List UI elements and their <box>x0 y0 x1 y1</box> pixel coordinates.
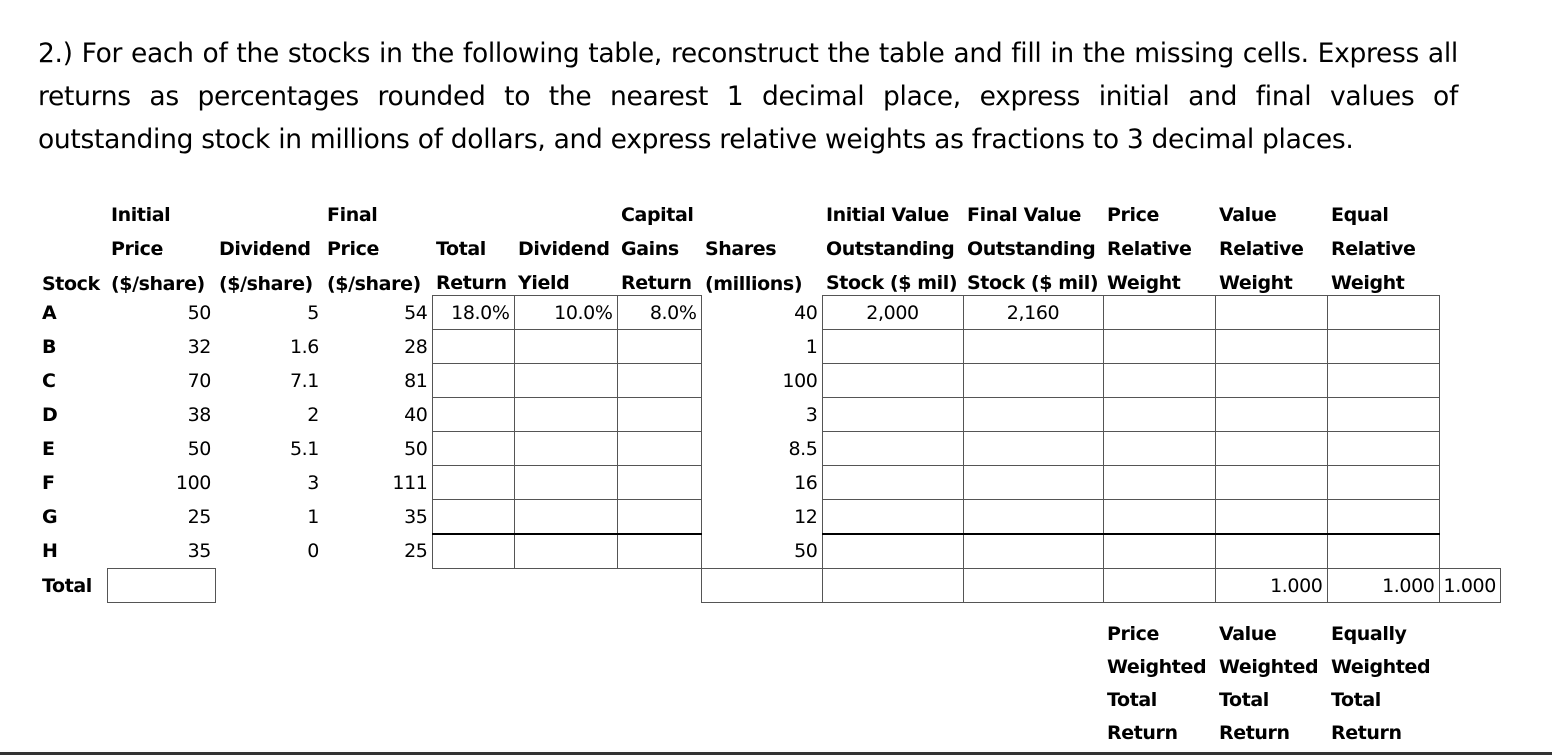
empty-cell <box>822 716 963 749</box>
equal-weight-cell[interactable] <box>1327 398 1439 432</box>
initial-price-cell: 25 <box>187 505 211 528</box>
empty-cell <box>822 617 963 650</box>
empty-cell <box>701 617 822 650</box>
empty-cell <box>38 617 107 650</box>
total-price-weight-cell: 1.000 <box>1215 569 1327 603</box>
dividend-cell: 2 <box>307 403 319 426</box>
empty-cell <box>514 617 617 650</box>
stock-label: G <box>42 505 58 528</box>
initial-value-cell[interactable] <box>822 534 963 569</box>
empty-cell <box>38 716 107 749</box>
empty-cell <box>107 683 215 716</box>
dividend-yield-cell[interactable]: 10.0% <box>514 296 617 330</box>
final-value-cell[interactable] <box>963 466 1103 500</box>
price-weight-cell[interactable] <box>1103 330 1215 364</box>
header-row1 <box>38 193 1500 227</box>
footer-row3 <box>38 683 1500 716</box>
dividend-yield-cell[interactable] <box>514 330 617 364</box>
price-weight-cell[interactable] <box>1103 364 1215 398</box>
empty-cell <box>514 569 617 603</box>
empty-cell <box>323 683 432 716</box>
footer-label: Total <box>1107 688 1157 711</box>
equal-weight-cell[interactable] <box>1327 330 1439 364</box>
total-equal-weight-cell: 1.000 <box>1439 569 1500 603</box>
equal-weight-cell[interactable] <box>1327 296 1439 330</box>
capital-gains-cell[interactable] <box>617 534 701 569</box>
final-price-cell: 40 <box>404 403 428 426</box>
final-value-cell[interactable] <box>963 534 1103 569</box>
dividend-cell: 5 <box>307 301 319 324</box>
equal-weight-cell[interactable] <box>1327 466 1439 500</box>
initial-value-cell[interactable] <box>822 398 963 432</box>
total-return-cell[interactable] <box>432 330 514 364</box>
dividend-cell: 0 <box>307 540 319 563</box>
initial-value-cell[interactable] <box>822 466 963 500</box>
initial-price-cell: 32 <box>187 335 211 358</box>
initial-price-cell: 50 <box>187 301 211 324</box>
header-cell: Shares <box>705 238 777 260</box>
empty-cell <box>432 683 514 716</box>
header-cell: Price <box>327 238 379 260</box>
value-weight-cell[interactable] <box>1215 296 1327 330</box>
empty-cell <box>963 617 1103 650</box>
header-cell: Dividend <box>219 238 311 260</box>
header-cell: Outstanding <box>826 238 955 260</box>
stock-label: D <box>42 403 58 426</box>
final-value-cell[interactable] <box>963 500 1103 535</box>
spacer-cell <box>38 603 1439 618</box>
empty-cell <box>107 617 215 650</box>
header-cell: Price <box>111 238 163 260</box>
dividend-yield-cell[interactable] <box>514 534 617 569</box>
total-final-value-cell[interactable] <box>1103 569 1215 603</box>
shares-cell: 12 <box>794 505 818 528</box>
footer-label: Weighted <box>1219 655 1319 678</box>
capital-gains-cell[interactable] <box>617 330 701 364</box>
footer-row2 <box>38 650 1500 683</box>
empty-cell <box>38 683 107 716</box>
price-weight-cell[interactable] <box>1103 500 1215 535</box>
final-value-cell[interactable] <box>963 364 1103 398</box>
footer-row1 <box>38 617 1500 650</box>
header-cell: Weight <box>1219 272 1293 294</box>
total-return-cell[interactable] <box>432 500 514 535</box>
header-cell: Final <box>327 204 378 226</box>
header-cell: Stock ($ mil) <box>967 272 1099 294</box>
stock-label: C <box>42 369 56 392</box>
dividend-yield-cell[interactable] <box>514 364 617 398</box>
empty-cell <box>617 650 701 683</box>
header-cell: Return <box>621 272 692 294</box>
header-cell: (millions) <box>705 272 803 295</box>
stock-table <box>38 193 1501 749</box>
empty-cell <box>215 617 323 650</box>
total-return-cell[interactable] <box>432 398 514 432</box>
dividend-yield-cell[interactable] <box>514 500 617 535</box>
empty-cell <box>432 650 514 683</box>
shares-cell: 16 <box>794 471 818 494</box>
table-row <box>38 296 1500 330</box>
initial-price-cell: 50 <box>187 437 211 460</box>
footer-label: Weighted <box>1331 655 1431 678</box>
empty-cell <box>323 716 432 749</box>
header-cell: Outstanding <box>967 238 1096 260</box>
value-weight-cell[interactable] <box>1215 330 1327 364</box>
final-price-cell: 35 <box>404 505 428 528</box>
price-weight-cell[interactable] <box>1103 534 1215 569</box>
header-cell: Stock ($ mil) <box>826 272 958 294</box>
capital-gains-cell[interactable] <box>617 500 701 535</box>
header-row3 <box>38 261 1500 296</box>
shares-cell: 3 <box>805 403 818 426</box>
value-weight-cell[interactable] <box>1215 398 1327 432</box>
header-cell: ($/share) <box>327 272 421 295</box>
header-cell <box>38 227 107 261</box>
table-row <box>38 364 1500 398</box>
table-row <box>38 432 1500 466</box>
empty-cell <box>514 650 617 683</box>
header-cell <box>432 193 514 227</box>
initial-value-cell[interactable] <box>822 500 963 535</box>
bottom-rule <box>0 752 1552 755</box>
empty-cell <box>107 716 215 749</box>
total-initial-price-cell[interactable] <box>107 569 215 603</box>
initial-price-cell: 100 <box>175 471 211 494</box>
header-cell: Return <box>436 272 507 294</box>
empty-cell <box>701 683 822 716</box>
empty-cell <box>822 650 963 683</box>
dividend-yield-cell[interactable] <box>514 466 617 500</box>
value-weight-cell[interactable] <box>1215 500 1327 535</box>
empty-cell <box>323 569 432 603</box>
final-price-cell: 81 <box>404 369 428 392</box>
shares-cell: 40 <box>794 301 818 324</box>
header-cell <box>38 193 107 227</box>
total-return-cell[interactable] <box>432 534 514 569</box>
header-cell: Equal <box>1331 204 1389 226</box>
initial-price-cell: 35 <box>187 540 211 562</box>
dividend-cell: 5.1 <box>289 437 319 460</box>
empty-cell <box>963 716 1103 749</box>
initial-value-cell[interactable] <box>822 330 963 364</box>
table-row <box>38 466 1500 500</box>
footer-label: Return <box>1107 721 1178 744</box>
header-cell: Gains <box>621 238 679 260</box>
equal-weight-cell[interactable] <box>1327 432 1439 466</box>
stock-label: A <box>42 301 57 324</box>
final-value-cell[interactable]: 2,160 <box>963 296 1103 330</box>
empty-cell <box>514 683 617 716</box>
footer-label: Equally <box>1331 622 1407 645</box>
stock-label: F <box>42 471 55 494</box>
empty-cell <box>432 569 514 603</box>
empty-cell <box>323 617 432 650</box>
total-return-cell[interactable]: 18.0% <box>432 296 514 330</box>
price-weight-cell[interactable] <box>1103 398 1215 432</box>
value-weight-cell[interactable] <box>1215 466 1327 500</box>
header-cell <box>514 193 617 227</box>
header-cell: Initial Value <box>826 204 949 226</box>
header-cell: ($/share) <box>219 272 313 295</box>
header-cell: Initial <box>111 204 171 226</box>
footer-row4 <box>38 716 1500 749</box>
header-cell: Price <box>1107 204 1159 226</box>
header-cell: Total <box>436 238 486 260</box>
footer-label: Weighted <box>1107 655 1207 678</box>
header-cell: Final Value <box>967 204 1081 226</box>
footer-label: Return <box>1331 721 1402 744</box>
empty-cell <box>617 716 701 749</box>
header-cell: Weight <box>1331 272 1405 294</box>
empty-cell <box>617 683 701 716</box>
initial-price-cell: 38 <box>187 403 211 426</box>
empty-cell <box>617 569 701 603</box>
total-return-cell[interactable] <box>432 432 514 466</box>
table-row <box>38 500 1500 535</box>
total-shares-cell[interactable] <box>822 569 963 603</box>
equal-weight-cell[interactable] <box>1327 364 1439 398</box>
header-cell: Capital <box>621 204 694 226</box>
header-cell <box>701 193 822 227</box>
footer-label: Return <box>1219 721 1290 744</box>
table-row <box>38 398 1500 432</box>
price-weight-cell[interactable] <box>1103 296 1215 330</box>
capital-gains-cell[interactable] <box>617 432 701 466</box>
spacer-row <box>38 603 1500 618</box>
capital-gains-cell[interactable] <box>617 466 701 500</box>
final-price-cell: 111 <box>392 471 428 494</box>
table-row <box>38 534 1500 569</box>
empty-cell <box>107 650 215 683</box>
footer-label: Total <box>1219 688 1269 711</box>
header-cell: Value <box>1219 204 1277 226</box>
header-cell: Relative <box>1219 238 1304 260</box>
initial-value-cell[interactable]: 2,000 <box>822 296 963 330</box>
empty-cell <box>432 716 514 749</box>
footer-label: Total <box>1331 688 1381 711</box>
empty-cell <box>701 650 822 683</box>
empty-cell <box>514 716 617 749</box>
empty-cell <box>822 683 963 716</box>
empty-cell <box>323 650 432 683</box>
header-cell: Weight <box>1107 272 1181 294</box>
dividend-cell: 7.1 <box>289 369 319 392</box>
empty-cell <box>215 716 323 749</box>
stock-label: B <box>42 335 57 358</box>
capital-gains-cell[interactable]: 8.0% <box>617 296 701 330</box>
header-cell: Stock <box>42 272 100 295</box>
empty-cell <box>701 716 822 749</box>
header-row2 <box>38 227 1500 261</box>
final-price-cell: 28 <box>404 335 428 358</box>
header-cell: Relative <box>1107 238 1192 260</box>
header-cell: Dividend <box>518 238 610 260</box>
dividend-cell: 1.6 <box>289 335 319 358</box>
stock-label: H <box>42 540 58 563</box>
initial-price-cell: 70 <box>187 369 211 392</box>
footer-label: Price <box>1107 622 1159 645</box>
total-value-weight-cell: 1.000 <box>1327 569 1439 603</box>
footer-label: Value <box>1219 622 1277 645</box>
question-text: 2.) For each of the stocks in the following table, reconstruct the table and fill in the missing cells. Express all returns as percentages rounded to the nearest 1 decimal place, express initial and final values of outstanding stock in millions of dollars, and express relative weights as fractions to 3 decimal places. <box>38 38 1458 155</box>
value-weight-cell[interactable] <box>1215 534 1327 569</box>
total-return-cell[interactable] <box>432 364 514 398</box>
empty-cell <box>617 617 701 650</box>
shares-cell: 50 <box>794 540 818 562</box>
empty-cell <box>215 650 323 683</box>
header-cell: Yield <box>518 272 570 294</box>
empty-cell <box>215 683 323 716</box>
empty-cell <box>963 650 1103 683</box>
price-weight-cell[interactable] <box>1103 466 1215 500</box>
price-weight-cell[interactable] <box>1103 432 1215 466</box>
final-value-cell[interactable] <box>963 330 1103 364</box>
final-price-cell: 54 <box>404 301 428 324</box>
shares-cell: 100 <box>782 369 818 392</box>
total-capital-gains-cell[interactable] <box>701 569 822 603</box>
value-weight-cell[interactable] <box>1215 432 1327 466</box>
table-row <box>38 330 1500 364</box>
final-price-cell: 50 <box>404 437 428 460</box>
header-cell <box>215 193 323 227</box>
header-cell: ($/share) <box>111 272 205 295</box>
total-return-cell[interactable] <box>432 466 514 500</box>
initial-value-cell[interactable] <box>822 364 963 398</box>
empty-cell <box>963 683 1103 716</box>
capital-gains-cell[interactable] <box>617 364 701 398</box>
final-value-cell[interactable] <box>963 398 1103 432</box>
total-label: Total <box>42 574 92 597</box>
empty-cell <box>432 617 514 650</box>
initial-value-cell[interactable] <box>822 432 963 466</box>
header-cell: Relative <box>1331 238 1416 260</box>
final-value-cell[interactable] <box>963 432 1103 466</box>
shares-cell: 8.5 <box>788 437 818 460</box>
empty-cell <box>38 650 107 683</box>
dividend-cell: 3 <box>307 471 319 494</box>
equal-weight-cell[interactable] <box>1327 534 1439 569</box>
dividend-yield-cell[interactable] <box>514 398 617 432</box>
total-row <box>38 569 1500 603</box>
shares-cell: 1 <box>805 335 818 358</box>
equal-weight-cell[interactable] <box>1327 500 1439 535</box>
capital-gains-cell[interactable] <box>617 398 701 432</box>
final-price-cell: 25 <box>404 540 428 563</box>
dividend-cell: 1 <box>307 505 319 528</box>
total-initial-value-cell[interactable] <box>963 569 1103 603</box>
dividend-yield-cell[interactable] <box>514 432 617 466</box>
stock-label: E <box>42 437 55 460</box>
empty-cell <box>215 569 323 603</box>
value-weight-cell[interactable] <box>1215 364 1327 398</box>
